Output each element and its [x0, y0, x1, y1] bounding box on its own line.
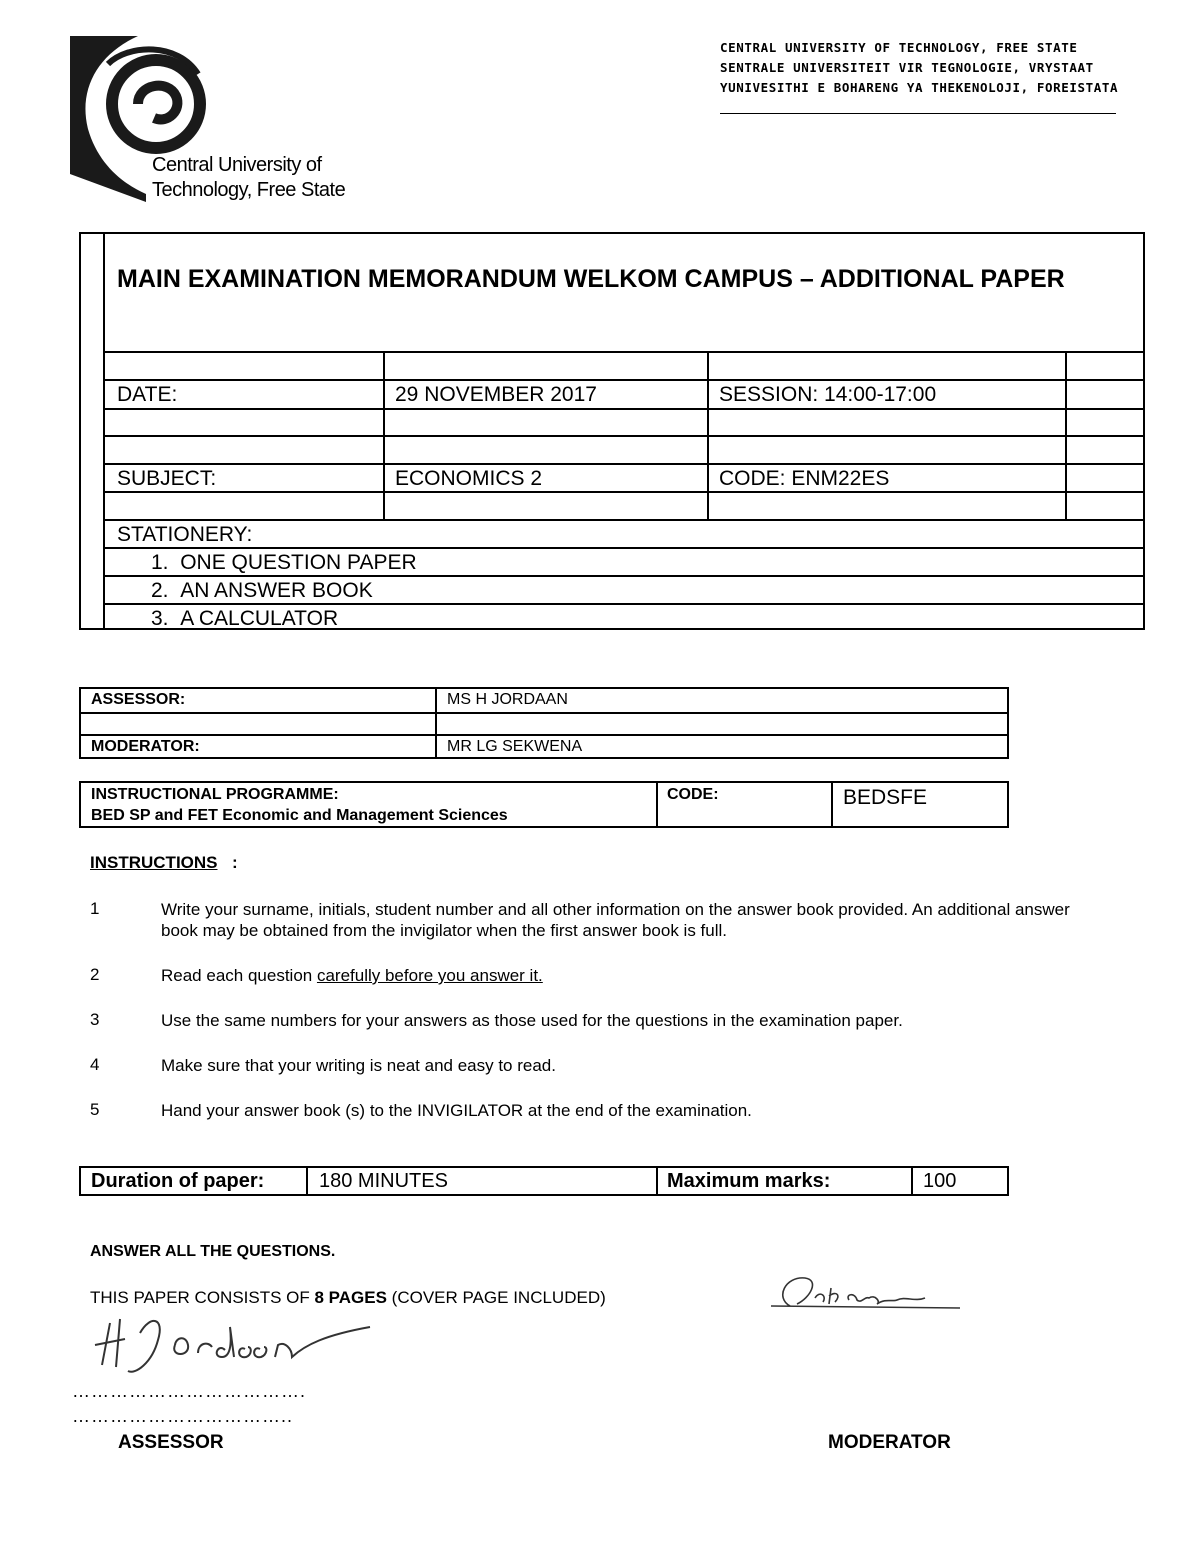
date-value: 29 NOVEMBER 2017 — [395, 383, 597, 406]
subject-value: ECONOMICS 2 — [395, 467, 543, 490]
assessor-value: MS H JORDAAN — [447, 691, 568, 708]
header-line-english: CENTRAL UNIVERSITY OF TECHNOLOGY, FREE STATE — [720, 40, 1078, 55]
divider — [105, 351, 1143, 353]
divider — [831, 783, 833, 828]
duration-value: 180 MINUTES — [319, 1170, 448, 1192]
instruction-number: 3 — [90, 1010, 100, 1029]
stationery-item: 2. AN ANSWER BOOK — [151, 579, 373, 602]
divider — [105, 547, 1143, 549]
instruction-number: 5 — [90, 1100, 100, 1119]
marks-label: Maximum marks: — [667, 1170, 831, 1192]
assessor-signature — [80, 1305, 380, 1385]
divider — [1065, 351, 1067, 521]
logo-name-line1: Central University of — [152, 154, 322, 176]
handwritten-signature-icon — [765, 1268, 965, 1318]
divider — [383, 351, 385, 521]
instruction-text: Write your surname, initials, student number and all other information on the answer book provided. An additional answer book may be obtained from the invigilator when the first answer book is full. — [161, 900, 1070, 940]
page-count-notice: THIS PAPER CONSISTS OF 8 PAGES (COVER PAGE INCLUDED) — [90, 1288, 606, 1307]
assessor-label: ASSESSOR: — [91, 691, 186, 708]
staff-table — [79, 687, 1009, 759]
divider — [656, 783, 658, 828]
programme-label: INSTRUCTIONAL PROGRAMME: — [91, 786, 339, 803]
instruction-text: Use the same numbers for your answers as those used for the questions in the examination paper. — [161, 1011, 903, 1030]
divider — [105, 491, 1143, 493]
marks-value: 100 — [923, 1170, 957, 1192]
header-line-sesotho: YUNIVESITHI E BOHARENG YA THEKENOLOJI, FOREISTATA — [720, 80, 1119, 95]
divider — [435, 689, 437, 759]
divider — [105, 408, 1143, 410]
divider — [105, 463, 1143, 465]
divider — [105, 435, 1143, 437]
instruction-text: Make sure that your writing is neat and easy to read. — [161, 1056, 556, 1075]
stationery-item: 3. A CALCULATOR — [151, 607, 339, 630]
exam-details-box — [79, 232, 1145, 630]
instruction-text: Read each question carefully before you answer it. — [161, 966, 543, 985]
subject-label: SUBJECT: — [117, 467, 217, 490]
assessor-caption: ASSESSOR — [118, 1432, 224, 1453]
divider — [911, 1168, 913, 1196]
divider — [105, 575, 1143, 577]
exam-title: MAIN EXAMINATION MEMORANDUM WELKOM CAMPUS – ADDITIONAL PAPER — [117, 265, 1065, 293]
instructions-heading-colon: : — [232, 853, 238, 872]
divider — [707, 351, 709, 521]
moderator-value: MR LG SEKWENA — [447, 738, 583, 755]
answer-all-notice: ANSWER ALL THE QUESTIONS. — [90, 1243, 336, 1260]
university-logo — [68, 34, 358, 209]
duration-table — [79, 1166, 1009, 1196]
assessor-signature-line: ………………………………. — [72, 1381, 307, 1401]
assessor-signature-line: …………………………….. — [72, 1406, 294, 1426]
divider — [105, 519, 1143, 521]
divider — [105, 603, 1143, 605]
programme-table — [79, 781, 1009, 828]
subject-code: CODE: ENM22ES — [719, 467, 890, 490]
divider — [81, 712, 1007, 714]
session-value: SESSION: 14:00-17:00 — [719, 383, 937, 406]
instruction-number: 1 — [90, 899, 100, 918]
instructions-heading: INSTRUCTIONS — [90, 853, 218, 872]
moderator-caption: MODERATOR — [828, 1432, 951, 1453]
duration-label: Duration of paper: — [91, 1170, 265, 1192]
instruction-number: 4 — [90, 1055, 100, 1074]
divider — [105, 379, 1143, 381]
stationery-item: 1. ONE QUESTION PAPER — [151, 551, 417, 574]
header-rule — [720, 113, 1116, 114]
divider — [81, 734, 1007, 736]
programme-value: BED SP and FET Economic and Management Sciences — [91, 807, 508, 824]
moderator-signature — [765, 1268, 965, 1318]
moderator-label: MODERATOR: — [91, 738, 200, 755]
header-line-afrikaans: SENTRALE UNIVERSITEIT VIR TEGNOLOGIE, VRYSTAAT — [720, 60, 1094, 75]
logo-name-line2: Technology, Free State — [152, 179, 346, 201]
divider — [656, 1168, 658, 1196]
instruction-text: Hand your answer book (s) to the INVIGILATOR at the end of the examination. — [161, 1101, 752, 1120]
programme-code-value: BEDSFE — [843, 786, 928, 809]
stationery-label: STATIONERY: — [117, 523, 253, 546]
date-label: DATE: — [117, 383, 178, 406]
divider — [306, 1168, 308, 1196]
programme-code-label: CODE: — [667, 786, 719, 803]
handwritten-signature-icon — [80, 1305, 380, 1385]
instruction-number: 2 — [90, 965, 100, 984]
